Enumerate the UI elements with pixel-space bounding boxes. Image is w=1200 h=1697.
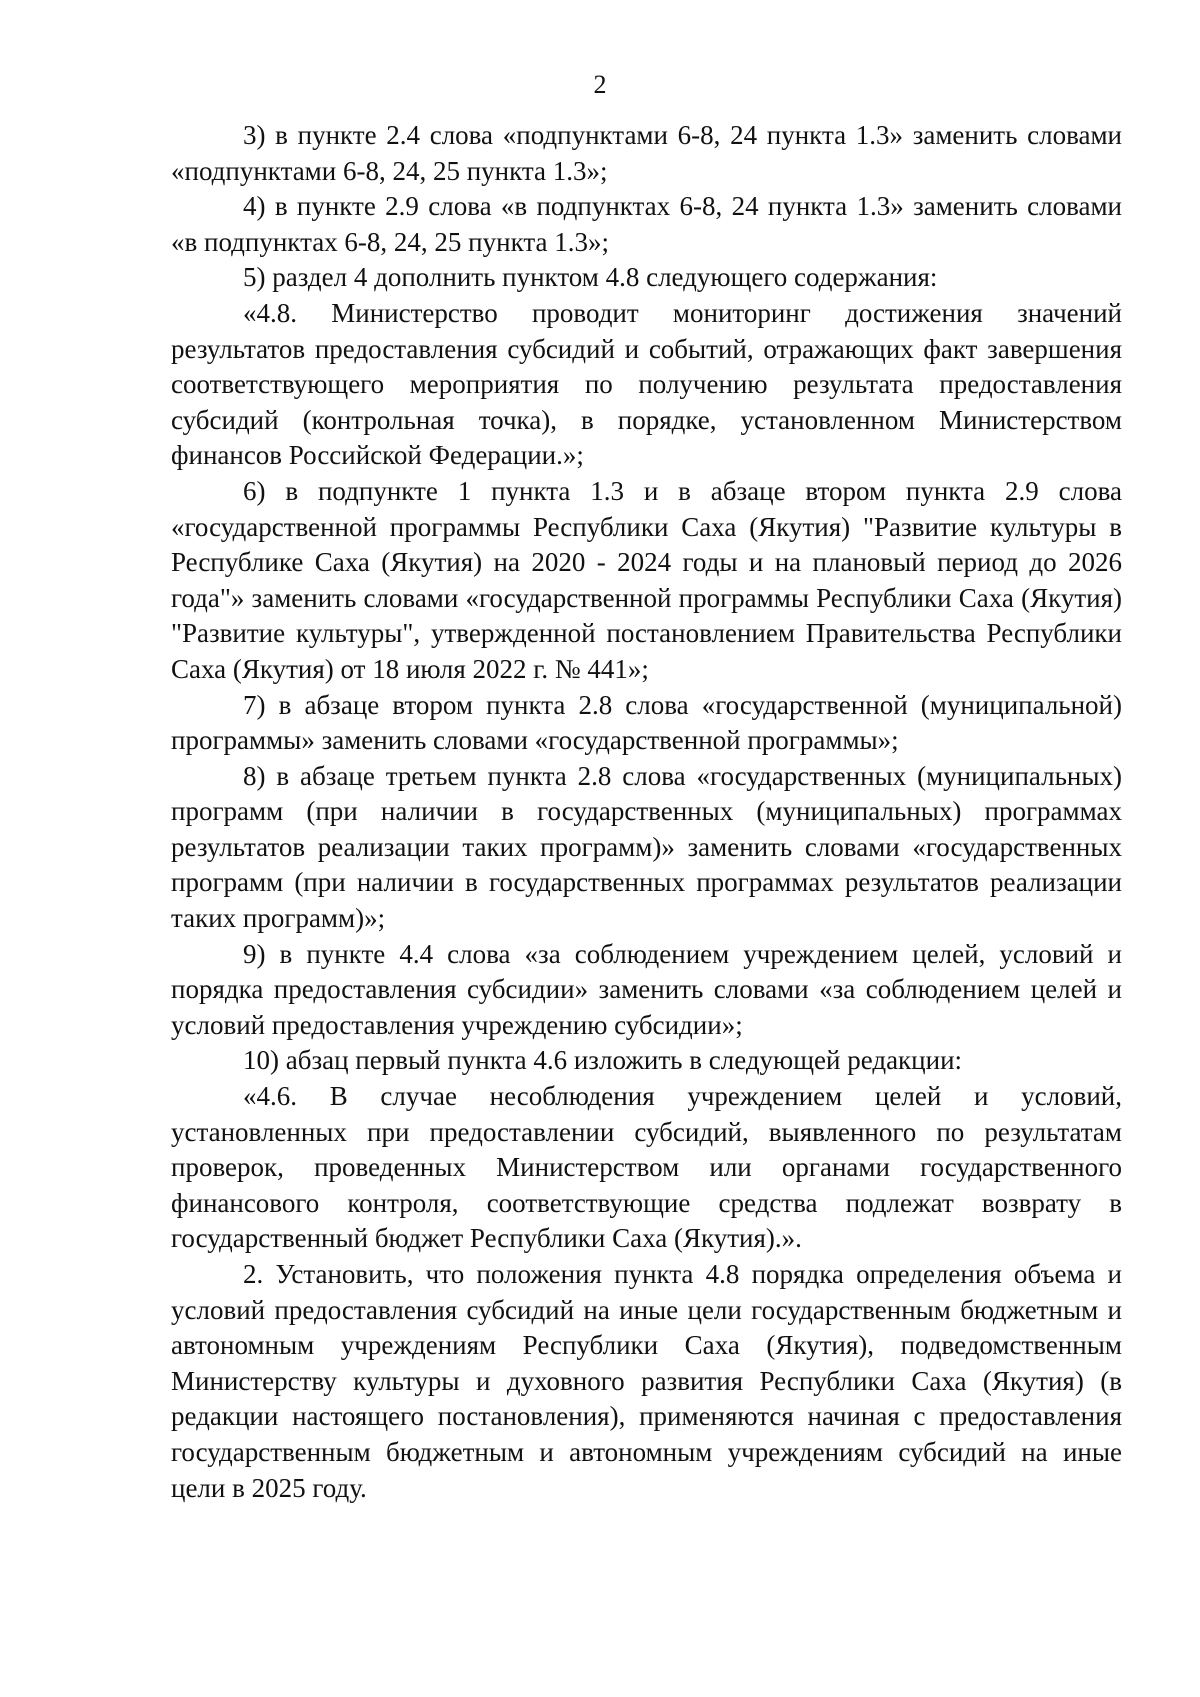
paragraph-item-4: 4) в пункте 2.9 слова «в подпунктах 6-8, 24 пункта 1.3» заменить словами «в подпунктах 6-8, 24, 25 пункта 1.3»; <box>171 191 1122 257</box>
paragraph-quote-4-6: «4.6. В случае несоблюдения учреждением целей и условий, установленных при предоставлении субсидий, выявленного по результатам проверок, проведенных Министерством или органами государственного финансового контроля, соответствующие средства подлежат возврату в государственный бюджет Республики Саха (Якутия).». <box>171 1081 1122 1254</box>
paragraph-quote-4-8: «4.8. Министерство проводит мониторинг достижения значений результатов предоставления субсидий и событий, отражающих факт завершения соответствующего мероприятия по получению результата предоставления субсидий (контрольная точка), в порядке, установленном Министерством финансов Российской Федерации.»; <box>171 297 1122 471</box>
document-body <box>171 118 1122 1506</box>
paragraph-item-5: 5) раздел 4 дополнить пунктом 4.8 следующего содержания: <box>243 262 938 293</box>
paragraph-item-6: 6) в подпункте 1 пункта 1.3 и в абзаце втором пункта 2.9 слова «государственной программы Республики Саха (Якутия) "Развитие культуры в Республике Саха (Якутия) на 2020 - 2024 годы и на плановый период до 2026 года"» заменить словами «государственной программы Республики Саха (Якутия) "Развитие культуры", утвержденной постановлением Правительства Республики Саха (Якутия) от 18 июля 2022 г. № 441»; <box>171 475 1122 684</box>
paragraph-item-10: 10) абзац первый пункта 4.6 изложить в следующей редакции: <box>243 1045 963 1076</box>
page-number: 2 <box>593 70 607 99</box>
paragraph-item-3: 3) в пункте 2.4 слова «подпунктами 6-8, 24 пункта 1.3» заменить словами «подпунктами 6-8, 24, 25 пункта 1.3»; <box>171 120 1122 186</box>
paragraph-section-2: 2. Установить, что положения пункта 4.8 порядка определения объема и условий предоставления субсидий на иные цели государственным бюджетным и автономным учреждениям Республики Саха (Якутия), подведомственным Министерству культуры и духовного развития Республики Саха (Якутия) (в редакции настоящего постановления), применяются начиная с предоставления государственным бюджетным и автономным учреждениям субсидий на иные цели в 2025 году. <box>171 1259 1122 1503</box>
paragraph-item-7: 7) в абзаце втором пункта 2.8 слова «государственной (муниципальной) программы» заменить словами «государственной программы»; <box>171 689 1122 756</box>
paragraph-item-8: 8) в абзаце третьем пункта 2.8 слова «государственных (муниципальных) программ (при наличии в государственных (муниципальных) программах результатов реализации таких программ)» заменить словами «государственных программ (при наличии в государственных программах результатов реализации таких программ)»; <box>171 760 1122 934</box>
paragraph-item-9: 9) в пункте 4.4 слова «за соблюдением учреждением целей, условий и порядка предоставления субсидии» заменить словами «за соблюдением целей и условий предоставления учреждению субсидии»; <box>171 938 1122 1040</box>
